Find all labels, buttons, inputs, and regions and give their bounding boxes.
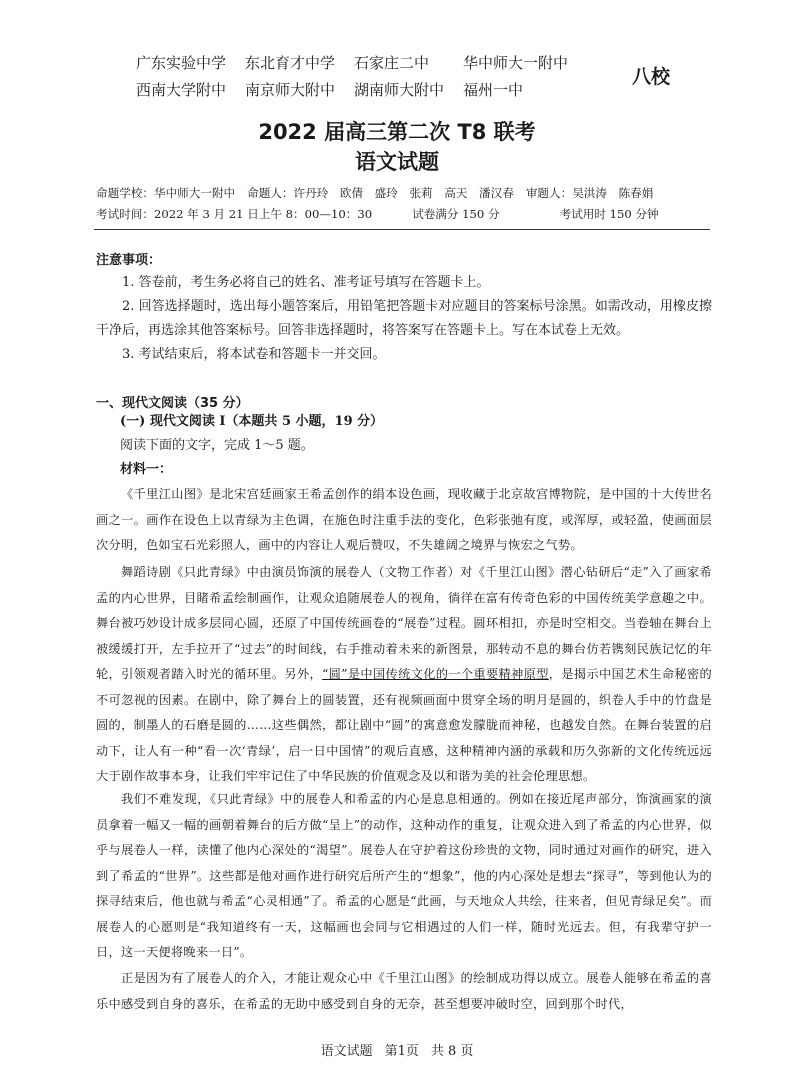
page-footer (0, 1040, 794, 1059)
meta-authors: 命题人：许丹玲 欧倩 盛玲 张莉 高天 潘汉春 (247, 186, 514, 200)
meta-row-1 (96, 184, 665, 202)
school-name: 广东实验中学 (136, 54, 227, 72)
paragraph-2-part-a: 舞蹈诗剧《只此青绿》中由演员饰演的展卷人（文物工作者）对《千里江山图》潜心钻研后“走”入了画家希孟的内心世界，目睹希孟绘制画作，让观众追随展卷人的视角，徜徉在富有传奇色彩的中国传统美学意趣之中。舞台被巧妙设计成多层同心圆，还原了中国传统画卷的“展卷”过程。圆环相扣，亦是时空相交。当卷轴在舞台上被缓缓打开，左手拉开了“过去”的时间线，右手推动着未来的新图景，那转动不息的舞台仿若镌刻民族记忆的年轮，引领观者踏入时光的循环里。另外， (96, 565, 712, 681)
header-divider (94, 229, 710, 230)
meta-duration: 考试用时 150 分钟 (559, 207, 659, 221)
exam-subtitle: 语文试题 (355, 150, 439, 174)
note-item: 2. 回答选择题时，选出每小题答案后，用铅笔把答题卡对应题目的答案标号涂黑。如需改动，用橡皮擦干净后，再选涂其他答案标号。回答非选择题时，将答案写在答题卡上。写在本试卷上无效。 (96, 299, 712, 338)
school-name: 西南大学附中 (136, 81, 227, 99)
paragraph-2-part-b: ，是揭示中国艺术生命秘密的不可忽视的因素。在剧中，除了舞台上的圆装置，还有视频画面中贯穿全场的明月是圆的，织卷人手中的竹盘是圆的，制墨人的石磨是圆的……这些偶然，都让剧中“圆”的寓意愈发朦胧而神秘，也越发自然。在舞台装置的启动下，让人有一种“看一次‘青绿’，启一日中国情”的观后直感，这种精神内涵的承载和历久弥新的文化传统远远大于剧作故事本身，让我们牢牢记住了中华民族的价值观念及以和谐为美的社会伦理思想。 (96, 667, 712, 783)
material-label: 材料一： (120, 462, 173, 477)
school-name: 湖南师大附中 (354, 81, 445, 99)
meta-reviewers: 审题人：吴洪涛 陈春娟 (525, 186, 654, 200)
paragraph-3: 我们不难发现，《只此青绿》中的展卷人和希孟的内心是息息相通的。例如在接近尾声部分，饰演画家的演员拿着一幅又一幅的画朝着舞台的后方做“呈上”的动作，这种动作的重复，让观众进入到了希孟的内心世界，似乎与展卷人一样，读懂了他内心深处的“渴望”。展卷人在守护着这份珍贵的文物，同时通过对画作的研究，进入到了希孟的“世界”。这些都是他对画作进行研究后所产生的“想象”，他的内心深处是想去“探寻”，等到他认为的探寻结束后，他也就与希孟“心灵相通”了。希孟的心愿是“此画，与天地众人共绘，往来者，但见青绿足矣”。而展卷人的心愿则是“我知道终有一天，这幅画也会同与它相遇过的人们一样，随时光远去。但，有我辈守护一日，这一天便将晚来一日”。 (96, 792, 712, 959)
school-name: 华中师大一附中 (463, 54, 569, 72)
footer-total: 共 8 页 (430, 1044, 474, 1059)
eight-schools-label: 八校 (632, 66, 671, 88)
section-title: 一、现代文阅读（35 分） (96, 396, 249, 411)
school-name: 福州一中 (463, 81, 524, 99)
notes-title: 注意事项： (96, 253, 162, 268)
school-row-1 (136, 50, 636, 77)
school-row-2 (136, 77, 636, 104)
note-item: 3. 考试结束后，将本试卷和答题卡一并交回。 (122, 347, 386, 362)
note-item: 1. 答卷前，考生务必将自己的姓名、准考证号填写在答题卡上。 (122, 275, 490, 290)
school-name: 石家庄二中 (354, 54, 430, 72)
school-name: 东北育才中学 (245, 54, 336, 72)
school-name: 南京师大附中 (245, 81, 336, 99)
paragraph-2 (96, 560, 712, 790)
subsection-title: (一) 现代文阅读 Ⅰ（本题共 5 小题，19 分） (120, 414, 384, 429)
footer-page: 第1页 (384, 1044, 419, 1059)
school-list (136, 50, 636, 104)
meta-time: 考试时间：2022 年 3 月 21 日上午 8：00—10：30 (96, 207, 373, 221)
meta-score: 试卷满分 150 分 (412, 207, 500, 221)
underlined-phrase: “圆”是中国传统文化的一个重要精神原型 (322, 667, 549, 681)
paragraph-1: 《千里江山图》是北宋宫廷画家王希孟创作的绢本设色画，现收藏于北京故宫博物院，是中国的十大传世名画之一。画作在设色上以青绿为主色调，在施色时注重手法的变化，色彩张弛有度，或浑厚，或轻盈，使画面层次分明，色如宝石光彩照人，画中的内容让人观后赞叹，不失雄阔之境界与恢宏之气势。 (96, 487, 712, 552)
footer-subject: 语文试题 (320, 1044, 373, 1059)
instruction: 阅读下面的文字，完成 1～5 题。 (120, 438, 314, 453)
meta-school: 命题学校：华中师大一附中 (96, 186, 236, 200)
exam-title: 2022 届高三第二次 T8 联考 (258, 120, 536, 144)
paragraph-4: 正是因为有了展卷人的介入，才能让观众心中《千里江山图》的绘制成功得以成立。展卷人能够在希孟的喜乐中感受到自身的喜乐，在希孟的无助中感受到自身的无奈，甚至想要冲破时空，回到那个时代， (96, 971, 712, 1011)
meta-row-2 (96, 205, 671, 223)
